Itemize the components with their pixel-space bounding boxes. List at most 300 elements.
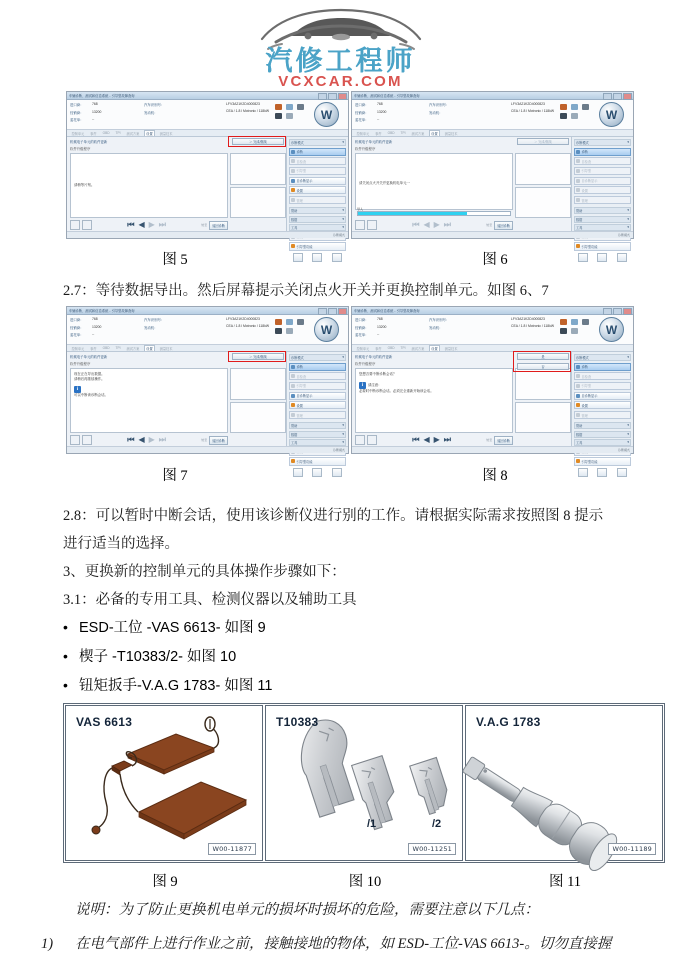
tab-tpi[interactable]: TPI: [115, 346, 121, 350]
tool-figure-vag1783: [465, 705, 663, 861]
engine-value: CEA / 1.8 l Motronic / 118kW: [226, 323, 270, 328]
nav-bar: [355, 219, 513, 231]
tab-control-unit[interactable]: 控制单元: [356, 131, 370, 136]
sidebar-item-diagnose-label: 诊断: [581, 150, 588, 155]
chevron-down-icon[interactable]: ▾: [627, 431, 629, 436]
bullet-text: 钮矩扳手-V.A.G 1783- 如图 11: [79, 678, 273, 694]
sidebar-item-admin-label: 管理: [296, 198, 303, 203]
dealer-value: 13200: [92, 324, 102, 329]
engine-value: CEA / 1.8 l Motronic / 118kW: [511, 108, 555, 113]
odis-header: [67, 100, 348, 130]
battery-icon: [560, 328, 567, 334]
status-text: 诊断模式: [332, 233, 345, 237]
tab-test-plan[interactable]: 测试方案: [411, 346, 425, 351]
tab-test-plan[interactable]: 测试方案: [411, 131, 425, 136]
importer-value: 768: [92, 102, 98, 106]
tab-settings[interactable]: 设置: [144, 345, 155, 351]
record-navigation[interactable]: [377, 436, 486, 444]
misc-icon: [571, 113, 578, 119]
close-icon[interactable]: [623, 93, 632, 100]
odis-tab-bar[interactable]: [352, 345, 633, 352]
tool-figure-vas6613: [65, 705, 263, 861]
sidebar-item-guided[interactable]: [574, 167, 631, 175]
odis-sidebar: [571, 352, 633, 464]
record-navigation[interactable]: [92, 436, 201, 444]
wifi-icon: [297, 104, 304, 110]
bullet-marker: •: [63, 648, 68, 664]
car-silhouette-icon: [252, 6, 430, 50]
chevron-down-icon[interactable]: ▾: [342, 440, 344, 445]
nav-next-icon[interactable]: ▶: [433, 220, 440, 229]
nav-first-icon[interactable]: ⏮: [412, 220, 420, 229]
guided-functions-icon: [576, 244, 580, 248]
sidebar-item-guided-functions[interactable]: [289, 457, 346, 465]
nav-bar: [70, 434, 228, 446]
sidebar-item-guided[interactable]: [289, 382, 346, 390]
chevron-down-icon[interactable]: ▾: [627, 140, 629, 144]
order-label: 委托单：: [70, 333, 84, 337]
settings-icon: [291, 188, 295, 192]
window-controls[interactable]: [603, 93, 632, 100]
window-controls[interactable]: [318, 93, 347, 100]
order-label: 委托单：: [355, 333, 369, 337]
sidebar-group-help-label: 帮助: [576, 424, 583, 429]
nav-prev-icon[interactable]: ◀: [423, 435, 430, 444]
sidebar-bottom-icons[interactable]: [574, 252, 631, 262]
return-diagnostics-button[interactable]: 返回诊断: [209, 436, 228, 445]
tab-settings[interactable]: 设置: [429, 345, 440, 351]
content-text: 请稍等片刻。: [74, 183, 95, 187]
vin-value: LFV3A21K2D4000823: [226, 317, 260, 321]
sidebar-item-selftest[interactable]: [574, 372, 631, 380]
chevron-down-icon[interactable]: ▾: [342, 431, 344, 436]
vehicle-icon: [560, 319, 567, 325]
importer-label: 进口商：: [355, 103, 369, 107]
sidebar-item-selfdiag-display[interactable]: [574, 177, 631, 185]
tab-obd[interactable]: OBD: [387, 131, 395, 135]
order-label: 委托单：: [355, 118, 369, 122]
sidebar-group-data-label: 数据: [291, 432, 298, 437]
tab-tpi[interactable]: TPI: [115, 131, 121, 135]
vin-label: 汽车识别号：: [144, 318, 165, 322]
sidebar-item-selfdiag-display-label: 自诊断显示: [296, 179, 313, 184]
print-icon[interactable]: [367, 220, 377, 230]
content-line-3: 可以中断该诊断会话。: [74, 393, 108, 397]
sidebar-bottom-icons[interactable]: [289, 467, 346, 477]
yes-button[interactable]: 是: [517, 353, 569, 360]
battery-icon: [560, 113, 567, 119]
printer-icon[interactable]: [578, 253, 588, 262]
chevron-down-icon[interactable]: ▾: [342, 140, 344, 144]
back-icon[interactable]: [70, 220, 80, 230]
sidebar-item-admin[interactable]: [574, 196, 631, 204]
sidebar-item-selfdiag-display[interactable]: [289, 177, 346, 185]
nav-prev-icon[interactable]: ◀: [423, 220, 430, 229]
printer-icon[interactable]: [293, 468, 303, 477]
back-icon[interactable]: [355, 435, 365, 445]
sidebar-item-admin[interactable]: [289, 196, 346, 204]
misc-icon: [286, 113, 293, 119]
display-icon: [291, 394, 295, 398]
odis-screenshot-fig5: [66, 91, 349, 249]
sidebar-group-tools-label: 工具: [291, 441, 298, 446]
sidebar-item-guided-functions[interactable]: [289, 242, 346, 250]
chevron-down-icon[interactable]: ▾: [627, 440, 629, 445]
info-panel-top: [515, 368, 571, 400]
nav-first-icon[interactable]: ⏮: [412, 435, 420, 444]
content-question: 您想否要中断诊断会话？: [359, 372, 397, 376]
window-controls[interactable]: [603, 308, 632, 315]
sidebar-item-diagnose[interactable]: [574, 363, 631, 371]
tab-measurement[interactable]: 测量技术: [444, 131, 458, 136]
chevron-down-icon[interactable]: ▾: [342, 355, 344, 359]
dealer-label: 经销商：: [355, 325, 369, 330]
tab-tpi[interactable]: TPI: [400, 131, 406, 135]
window-controls[interactable]: [318, 308, 347, 315]
gear-icon[interactable]: [617, 468, 627, 477]
odis-title-text: 车辆诊断、测试和信息系统 - 引导型故障查询: [69, 309, 135, 313]
sidebar-group-help-label: 帮助: [291, 424, 298, 429]
print-icon[interactable]: [82, 435, 92, 445]
minimize-icon[interactable]: [603, 308, 612, 315]
tab-control-unit[interactable]: 控制单元: [356, 346, 370, 351]
odis-main-body: [67, 352, 286, 447]
stop-icon[interactable]: [597, 468, 607, 477]
dealer-label: 经销商：: [70, 325, 84, 330]
wifi-icon: [582, 319, 589, 325]
odis-header: [352, 315, 633, 345]
tab-obd[interactable]: OBD: [102, 131, 110, 135]
guided-icon: [576, 169, 580, 173]
sidebar-item-guided-label: 引导型: [581, 384, 592, 389]
nav-prev-icon[interactable]: ◀: [138, 435, 145, 444]
chevron-down-icon[interactable]: ▾: [627, 423, 629, 428]
back-icon[interactable]: [70, 435, 80, 445]
nav-last-icon[interactable]: ⏭: [158, 435, 166, 444]
odis-status-bar: [67, 231, 348, 238]
right-info-panel: [515, 368, 571, 433]
odis-tab-bar[interactable]: [67, 345, 348, 352]
sub-breadcrumb: 软件升级程序: [355, 146, 376, 151]
vw-logo-icon: W: [314, 102, 339, 127]
odis-tab-bar[interactable]: [67, 130, 348, 137]
sidebar-item-admin[interactable]: [289, 411, 346, 419]
sidebar-item-selfdiag-display[interactable]: [574, 392, 631, 400]
sidebar-group-data-label: 数据: [291, 217, 298, 222]
order-value: --: [92, 332, 95, 336]
tab-obd[interactable]: OBD: [387, 346, 395, 350]
order-value: --: [377, 332, 380, 336]
chevron-down-icon[interactable]: ▾: [627, 208, 629, 213]
sidebar-group-help-label: 帮助: [576, 209, 583, 214]
sidebar-group-mode-label: 诊断模式: [291, 356, 304, 360]
sidebar-item-settings[interactable]: [574, 401, 631, 409]
diagnose-icon: [291, 150, 295, 154]
sidebar-group-data[interactable]: [574, 216, 631, 223]
dealer-value: 13200: [92, 109, 102, 114]
wifi-icon: [582, 104, 589, 110]
figure-caption-6: 图 6: [482, 252, 508, 268]
tab-measurement[interactable]: 测量技术: [159, 131, 173, 136]
tab-obd[interactable]: OBD: [102, 346, 110, 350]
tab-tpi[interactable]: TPI: [400, 346, 406, 350]
stop-icon[interactable]: [312, 468, 322, 477]
sidebar-group-mode: [289, 354, 346, 361]
printer-icon[interactable]: [293, 253, 303, 262]
figure-caption-8: 图 8: [482, 468, 508, 484]
tab-events[interactable]: 事件: [90, 346, 97, 351]
back-icon[interactable]: [355, 220, 365, 230]
sidebar-item-selftest[interactable]: [574, 157, 631, 165]
vehicle-icon: [275, 104, 282, 110]
nav-last-icon[interactable]: ⏭: [443, 220, 451, 229]
wedge-tools-illustration: [266, 706, 464, 862]
importer-value: 768: [377, 102, 383, 106]
chevron-down-icon[interactable]: ▾: [342, 423, 344, 428]
chevron-down-icon[interactable]: ▾: [342, 216, 344, 221]
tool-title-vag1783: V.A.G 1783: [476, 715, 541, 729]
return-diagnostics-button[interactable]: 返回诊断: [494, 221, 513, 230]
tab-control-unit[interactable]: 控制单元: [71, 346, 85, 351]
sidebar-group-tools-label: 工具: [576, 441, 583, 446]
display-icon: [576, 394, 580, 398]
odis-title-text: 车辆诊断、测试和信息系统 - 引导型故障查询: [69, 94, 135, 98]
sidebar-item-settings[interactable]: [289, 186, 346, 194]
continue-button[interactable]: ＞ 完成/继续: [232, 138, 284, 145]
sidebar-item-diagnose[interactable]: [574, 148, 631, 156]
sidebar-group-data[interactable]: [289, 431, 346, 438]
close-icon[interactable]: [338, 93, 347, 100]
continue-button[interactable]: ＞ 完成/继续: [232, 353, 284, 360]
sidebar-item-guided-label: 引导型: [581, 169, 592, 174]
content-line-2: 请稍后再继续操作。: [74, 377, 105, 381]
status-text: 诊断模式: [332, 448, 345, 452]
sidebar-item-settings-label: 设置: [581, 188, 588, 193]
tab-events[interactable]: 事件: [375, 346, 382, 351]
info-panel-bottom: [230, 402, 286, 434]
record-navigation[interactable]: [377, 221, 486, 229]
sidebar-group-mode-label: 诊断模式: [576, 356, 589, 360]
sidebar-item-guided-functions-label: 引导型功能: [296, 459, 313, 464]
bullet-item-esd: [63, 617, 266, 638]
breadcrumb: 机械电子单元的软件更新: [355, 140, 393, 144]
record-navigation[interactable]: [92, 221, 201, 229]
sidebar-item-diagnose[interactable]: [289, 363, 346, 371]
header-status-icons: [560, 319, 589, 334]
progress-bar: [357, 211, 511, 216]
odis-screenshot-fig6: [351, 91, 634, 249]
maximize-icon[interactable]: [613, 93, 622, 100]
diagnose-icon: [576, 365, 580, 369]
tab-test-plan[interactable]: 测试方案: [126, 131, 140, 136]
progress-label: 导入: [357, 207, 364, 211]
sidebar-item-selfdiag-display[interactable]: [289, 392, 346, 400]
info-panel-bottom: [515, 187, 571, 219]
return-diagnostics-button[interactable]: 返回诊断: [209, 221, 228, 230]
nav-next-icon[interactable]: ▶: [148, 220, 155, 229]
odis-header: [67, 315, 348, 345]
note-item-marker: 1): [41, 936, 54, 952]
nav-last-icon[interactable]: ⏭: [158, 220, 166, 229]
odis-sidebar: [571, 137, 633, 249]
importer-value: 768: [377, 317, 383, 321]
goto-label: 转至: [201, 438, 208, 442]
nav-first-icon[interactable]: ⏮: [127, 220, 135, 229]
content-area: [70, 368, 228, 433]
engine-label: 发动机：: [144, 110, 158, 115]
chevron-down-icon[interactable]: ▾: [627, 355, 629, 359]
sidebar-item-admin-label: 管理: [581, 413, 588, 418]
importer-label: 进口商：: [355, 318, 369, 322]
connection-icon: [286, 319, 293, 325]
nav-bar: [355, 434, 513, 446]
part-label-2: /2: [432, 818, 442, 830]
content-note-body: 必要时中断诊断会话。必须完全重新开始该会话。: [359, 389, 434, 393]
figure-caption-7: 图 7: [162, 468, 188, 484]
maximize-icon[interactable]: [328, 308, 337, 315]
sidebar-group-help[interactable]: [574, 207, 631, 214]
chevron-down-icon[interactable]: ▾: [342, 208, 344, 213]
tab-events[interactable]: 事件: [90, 131, 97, 136]
sidebar-item-guided[interactable]: [574, 382, 631, 390]
nav-next-icon[interactable]: ▶: [148, 435, 155, 444]
close-icon[interactable]: [623, 308, 632, 315]
vin-value: LFV3A21K2D4000823: [511, 317, 545, 321]
torque-wrench-illustration: [466, 706, 664, 862]
tab-events[interactable]: 事件: [375, 131, 382, 136]
bullet-item-wedge: [63, 646, 236, 667]
print-icon[interactable]: [82, 220, 92, 230]
print-icon[interactable]: [367, 435, 377, 445]
nav-first-icon[interactable]: ⏮: [127, 435, 135, 444]
nav-next-icon[interactable]: ▶: [433, 435, 440, 444]
tool-figure-t10383: [265, 705, 463, 861]
sidebar-group-help[interactable]: [574, 422, 631, 429]
sidebar-item-guided-functions[interactable]: [574, 242, 631, 250]
gear-icon[interactable]: [617, 253, 627, 262]
paragraph-2-7: 2.7：等待数据导出。然后屏幕提示关闭点火开关并更换控制单元。如图 6、7: [63, 283, 549, 299]
content-area: [355, 153, 513, 210]
odis-tab-bar[interactable]: [352, 130, 633, 137]
tool-title-t10383: T10383: [276, 715, 319, 729]
maximize-icon[interactable]: [613, 308, 622, 315]
goto-label: 转至: [486, 223, 493, 227]
progress-section: [357, 207, 511, 216]
display-icon: [576, 179, 580, 183]
no-button[interactable]: 否: [517, 363, 569, 370]
tool-code-t10383: W00-11251: [408, 843, 456, 855]
sidebar-item-selfdiag-display-label: 自诊断显示: [581, 179, 598, 184]
connection-icon: [571, 104, 578, 110]
dealer-label: 经销商：: [70, 110, 84, 115]
minimize-icon[interactable]: [318, 93, 327, 100]
vin-value: LFV3A21K2D4000823: [226, 102, 260, 106]
logo-domain-text: VCXCAR.COM: [278, 73, 403, 91]
vin-label: 汽车识别号：: [429, 103, 450, 107]
figure-caption-11: 图 11: [548, 874, 582, 890]
tab-settings[interactable]: 设置: [144, 130, 155, 136]
bullet-item-torque-wrench: [63, 675, 272, 696]
sidebar-bottom-icons[interactable]: [574, 467, 631, 477]
sidebar-item-admin[interactable]: [574, 411, 631, 419]
bullet-text: ESD-工位 -VAS 6613- 如图 9: [79, 620, 266, 636]
vw-logo-icon: W: [599, 317, 624, 342]
guided-functions-icon: [576, 459, 580, 463]
right-info-panel: [230, 153, 286, 218]
sidebar-group-help[interactable]: [289, 422, 346, 429]
nav-last-icon[interactable]: ⏭: [443, 435, 451, 444]
odis-screenshot-fig7: [66, 306, 349, 464]
stop-icon[interactable]: [597, 253, 607, 262]
sidebar-item-selftest[interactable]: [289, 372, 346, 380]
chevron-down-icon[interactable]: ▾: [342, 225, 344, 230]
sidebar-group-data[interactable]: [289, 216, 346, 223]
odis-titlebar: [67, 307, 348, 315]
bullet-text: 楔子 -T10383/2- 如图 10: [79, 649, 237, 665]
sidebar-group-help[interactable]: [289, 207, 346, 214]
printer-icon[interactable]: [578, 468, 588, 477]
sidebar-group-data[interactable]: [574, 431, 631, 438]
nav-prev-icon[interactable]: ◀: [138, 220, 145, 229]
sidebar-item-settings[interactable]: [289, 401, 346, 409]
minimize-icon[interactable]: [318, 308, 327, 315]
battery-icon: [275, 328, 282, 334]
importer-label: 进口商：: [70, 103, 84, 107]
tool-code-vag1783: W00-11189: [608, 843, 656, 855]
sidebar-bottom-icons[interactable]: [289, 252, 346, 262]
maximize-icon[interactable]: [328, 93, 337, 100]
site-logo: [0, 6, 681, 90]
chevron-down-icon[interactable]: ▾: [627, 225, 629, 230]
tab-settings[interactable]: 设置: [429, 130, 440, 136]
order-label: 委托单：: [70, 118, 84, 122]
content-area: [355, 368, 513, 433]
sidebar-item-guided[interactable]: [289, 167, 346, 175]
minimize-icon[interactable]: [603, 93, 612, 100]
tab-measurement[interactable]: 测量技术: [159, 346, 173, 351]
gear-icon[interactable]: [332, 253, 342, 262]
gear-icon[interactable]: [332, 468, 342, 477]
note-line-1: 说明：为了防止更换机电单元的损坏时损坏的危险，需要注意以下几点：: [75, 902, 539, 918]
odis-status-bar: [352, 446, 633, 453]
odis-titlebar: [352, 307, 633, 315]
chevron-down-icon[interactable]: ▾: [627, 216, 629, 221]
info-panel-top: [230, 368, 286, 400]
close-icon[interactable]: [338, 308, 347, 315]
stop-icon[interactable]: [312, 253, 322, 262]
breadcrumb: 机械电子单元的软件更新: [355, 355, 393, 359]
sidebar-item-selftest-label: 自检查: [296, 374, 307, 379]
sidebar-group-mode-label: 诊断模式: [576, 141, 589, 145]
return-diagnostics-button[interactable]: 返回诊断: [494, 436, 513, 445]
tab-test-plan[interactable]: 测试方案: [126, 346, 140, 351]
paragraph-2-8-line1: 2.8：可以暂时中断会话，使用该诊断仪进行别的工作。请根据实际需求按照图 8 提示: [63, 508, 604, 524]
misc-icon: [571, 328, 578, 334]
info-panel-bottom: [230, 187, 286, 219]
sidebar-item-guided-functions-label: 引导型功能: [581, 459, 598, 464]
tab-measurement[interactable]: 测量技术: [444, 346, 458, 351]
sub-breadcrumb: 软件升级程序: [70, 361, 91, 366]
sidebar-item-selftest[interactable]: [289, 157, 346, 165]
sidebar-item-guided-functions[interactable]: [574, 457, 631, 465]
paragraph-3: 3、更换新的控制单元的具体操作步骤如下：: [63, 564, 346, 580]
sidebar-item-diagnose[interactable]: [289, 148, 346, 156]
header-status-icons: [560, 104, 589, 119]
progress-fill: [358, 212, 467, 215]
tab-control-unit[interactable]: 控制单元: [71, 131, 85, 136]
tool-title-vas6613: VAS 6613: [76, 715, 133, 729]
sidebar-item-settings[interactable]: [574, 186, 631, 194]
